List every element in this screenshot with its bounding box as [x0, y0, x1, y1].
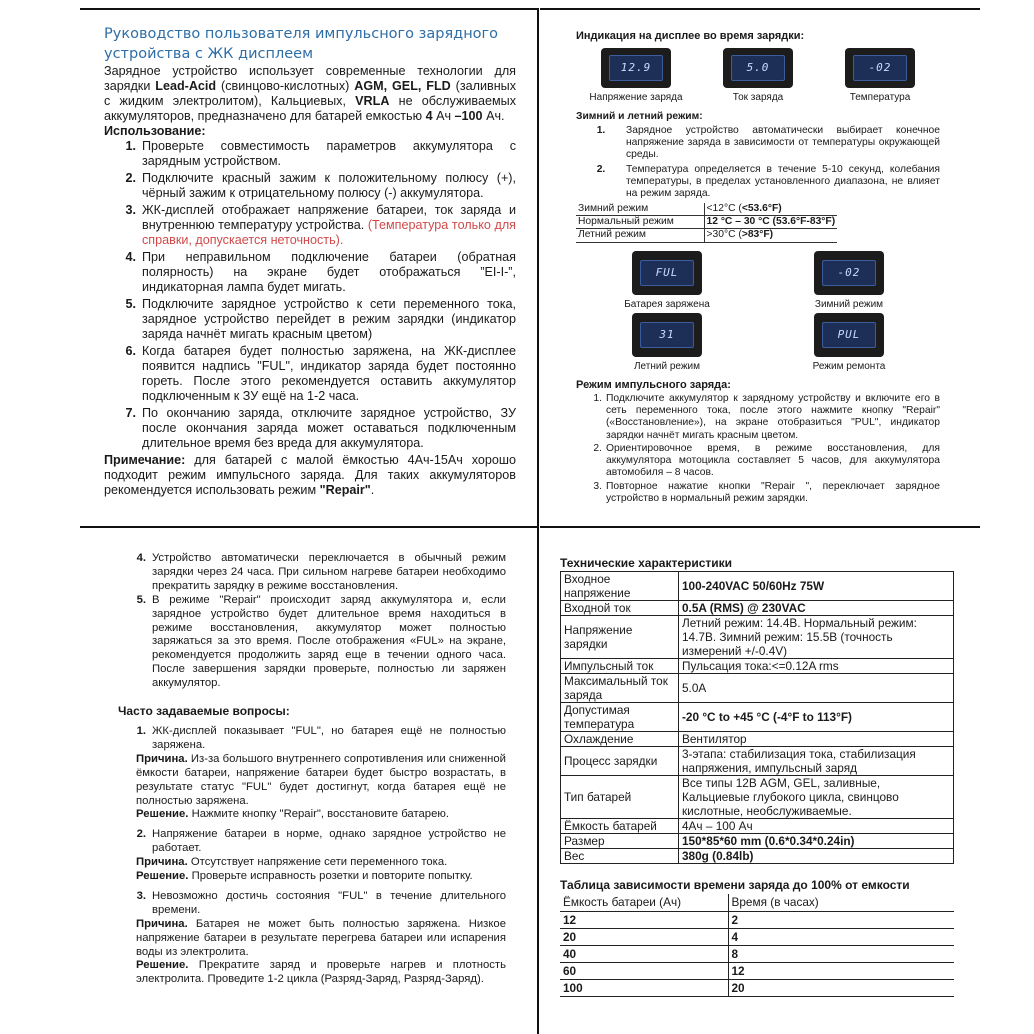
- mode-table: [576, 203, 837, 243]
- spec-value: 380g (0.84lb): [679, 849, 954, 864]
- center-vertical-divider: [537, 8, 539, 1034]
- spec-value: Вентилятор: [679, 732, 954, 747]
- lcd-readout: 31: [640, 322, 694, 348]
- item-text: В режиме "Repair" происходит заряд аккумулятора и, если зарядное устройство будет длительное время находиться в режиме восстановления, аккумулятор может полностью заряжаться за это время. После отображения «FUL» на экране, рекомендуется продолжить заряд еще в течении одного часа. После завершения зарядки проверьте, полностью ли заряжен аккумулятор.: [152, 593, 506, 690]
- mode-row: [576, 216, 837, 229]
- display-states: [576, 251, 940, 374]
- mode-heading: Зимний и летний режим:: [576, 110, 703, 122]
- time-row: [560, 962, 954, 979]
- spec-row: [561, 616, 954, 659]
- display-sample: [708, 48, 808, 104]
- continued-list: [112, 552, 506, 691]
- usage-heading: Использование:: [104, 124, 206, 138]
- spec-row: [561, 834, 954, 849]
- spec-row: [561, 601, 954, 616]
- spec-key: Входное напряжение: [561, 572, 679, 601]
- time-row: [560, 911, 954, 928]
- mode-range-bold: <53.6°F): [741, 202, 782, 214]
- intro-paragraph: Зарядное устройство использует современные технологии для зарядки Lead-Acid (свинцово-кислотных) AGM, GEL, FLD (заливных с жидким электролитом), Кальциевых, VRLA не обслуживаемых аккумуляторов, предназначено для батарей емкостью 4 Ач –100 Ач.: [104, 64, 516, 123]
- capacity-header: Ёмкость батареи (Ач): [560, 894, 728, 911]
- item-text: Подключите аккумулятор к зарядному устройству и включите его в сеть переменного тока, после этого нажмите кнопку "Repair" («Восстановление»), на экране отобразиться "PUL", индикатор зарядки начнёт мигать красным цветом.: [606, 392, 940, 441]
- display-caption: Температура: [849, 92, 911, 104]
- faq-question: [112, 828, 506, 856]
- spec-row: [561, 674, 954, 703]
- usage-item: [104, 171, 516, 201]
- display-caption: Летний режим: [633, 361, 700, 373]
- hours-cell: 8: [728, 945, 954, 962]
- spec-value: Летний режим: 14.4В. Нормальный режим: 14.7В. Зимний режим: 15.5В (точность измерений +/-0.4V): [679, 616, 954, 659]
- spec-value: 4Ач – 100 Ач: [679, 819, 954, 834]
- item-number: 4.: [136, 552, 146, 564]
- lcd-readout: FUL: [640, 260, 694, 286]
- lcd-screen-frame: [632, 251, 702, 295]
- mode-range: [704, 216, 837, 229]
- item-number: 7.: [125, 406, 136, 420]
- list-item: [112, 552, 506, 594]
- mode-range-bold: 12 °C – 30 °C (53.6°F-83°F): [706, 216, 836, 228]
- item-number: 3.: [593, 480, 602, 492]
- display-caption: Режим ремонта: [812, 361, 886, 373]
- solution-label: Решение.: [136, 959, 189, 972]
- top-divider-left: [80, 8, 538, 10]
- top-divider-right: [540, 8, 980, 10]
- mode-item: [576, 164, 940, 201]
- faq-solution: Решение. Проверьте исправность розетки и повторите попытку.: [136, 870, 473, 883]
- item-number: 1.: [593, 392, 602, 404]
- item-number: 6.: [125, 344, 136, 358]
- hours-header: Время (в часах): [728, 894, 954, 911]
- faq-cause: Причина. Отсутствует напряжение сети переменного тока.: [136, 856, 448, 869]
- hours-cell: 2: [728, 911, 954, 928]
- spec-value: 100-240VAC 50/60Hz 75W: [679, 572, 954, 601]
- solution-label: Решение.: [136, 870, 189, 883]
- usage-item: [104, 297, 516, 342]
- display-sample: [576, 313, 758, 373]
- time-heading: Таблица зависимости времени заряда до 100% от емкости: [560, 878, 910, 892]
- lcd-readout: PUL: [822, 322, 876, 348]
- display-caption: Зимний режим: [814, 298, 884, 310]
- spec-key: Охлаждение: [561, 732, 679, 747]
- hours-cell: 20: [728, 979, 954, 996]
- spec-value: 0.5A (RMS) @ 230VAC: [679, 601, 954, 616]
- mode-range: >30°C (>83°F): [704, 229, 837, 242]
- lcd-screen-frame: [845, 48, 915, 88]
- capacity-cell: 12: [560, 911, 728, 928]
- item-text: При неправильном подключение батареи (обратная полярность) на экране будет отображаться ”EI-I-”, индикаторная лампа будет мигать.: [142, 250, 516, 294]
- spec-table: [560, 571, 954, 864]
- usage-item: [104, 344, 516, 404]
- lcd-screen-frame: [814, 251, 884, 295]
- item-text: По окончанию заряда, отключите зарядное устройство, ЗУ после окончания заряда может оставаться подключенным длительное время без вреда для аккумулятора.: [142, 406, 516, 450]
- middle-divider-left: [80, 526, 538, 528]
- display-caption: Батарея заряжена: [624, 298, 710, 310]
- lcd-screen-frame: [814, 313, 884, 357]
- item-text: Подключите красный зажим к положительному полюсу (+), чёрный зажим к отрицательному полюсу (-) аккумулятора.: [142, 171, 516, 200]
- item-text: Зарядное устройство автоматически выбирает конечное напряжение заряда в зависимости от температуры окружающей среды.: [626, 124, 940, 161]
- spec-key: Размер: [561, 834, 679, 849]
- capacity-cell: 20: [560, 928, 728, 945]
- item-number: 2.: [593, 442, 602, 454]
- spec-value: Все типы 12В AGM, GEL, заливные, Кальциевые глубокого цикла, свинцово кислотные, необслуживаемые.: [679, 776, 954, 819]
- lcd-readout: 5.0: [731, 55, 785, 81]
- item-text: Ориентировочное время, в режиме восстановления, для аккумулятора мотоцикла составляет 5 часов, для аккумулятора автомобиля – 8 часов.: [606, 442, 940, 479]
- usage-item: [104, 139, 516, 169]
- mode-range-bold: >83°F): [741, 229, 774, 241]
- time-row: [560, 945, 954, 962]
- capacity-cell: 60: [560, 962, 728, 979]
- item-number: 2.: [596, 163, 606, 175]
- spec-key: Напряжение зарядки: [561, 616, 679, 659]
- item-number: 3.: [125, 203, 136, 217]
- item-text: Когда батарея будет полностью заряжена, на ЖК-дисплее появится надпись "FUL", индикатор заряда будет постоянно гореть. После этого рекомендуется оставить аккумулятор подключенным к ЗУ ещё на 1-2 часа.: [142, 344, 516, 403]
- page-title: Руководство пользователя импульсного зарядного устройства с ЖК дисплеем: [104, 26, 499, 62]
- list-item: [112, 594, 506, 691]
- spec-row: [561, 849, 954, 864]
- faq-question: [112, 725, 506, 753]
- display-sample: [758, 313, 940, 373]
- item-number: 5.: [125, 297, 136, 311]
- cause-label: Причина.: [136, 752, 188, 765]
- display-sample: [586, 48, 686, 104]
- display-sample: [830, 48, 930, 104]
- faq-cause: Причина. Из-за большого внутреннего сопротивления или сниженной ёмкости батареи, напряжение батареи будет быстро возрастать, в результате статус "FUL" будет достигнут, когда батарея ещё не полностью заряжена.: [136, 752, 506, 807]
- manual-page-4: [560, 556, 954, 1016]
- mode-list: [576, 125, 940, 201]
- time-row: [560, 928, 954, 945]
- mode-row: [576, 203, 837, 216]
- manual-page-1: [104, 24, 516, 514]
- impulse-list: [576, 393, 940, 506]
- solution-label: Решение.: [136, 808, 189, 821]
- usage-list: [104, 139, 516, 451]
- spec-key: Ёмкость батарей: [561, 819, 679, 834]
- spec-key: Допустимая температура: [561, 703, 679, 732]
- item-number: 1.: [125, 139, 136, 153]
- usage-item: [104, 203, 516, 248]
- item-text: Устройство автоматически переключается в обычный режим зарядки через 24 часа. При сильном нагреве батареи необходимо прекратить зарядку в режиме восстановления.: [152, 552, 506, 592]
- display-sample: [758, 251, 940, 311]
- cause-label: Причина.: [136, 917, 188, 930]
- middle-divider-right: [540, 526, 980, 528]
- spec-key: Входной ток: [561, 601, 679, 616]
- spec-key: Максимальный ток заряда: [561, 674, 679, 703]
- item-number: 1.: [136, 724, 146, 737]
- time-row: [560, 979, 954, 996]
- question-text: Невозможно достичь состояния "FUL" в течение длительного времени.: [152, 889, 506, 916]
- mode-name: Нормальный режим: [576, 216, 704, 229]
- display-heading: Индикация на дисплее во время зарядки:: [576, 30, 805, 42]
- lcd-readout: -02: [822, 260, 876, 286]
- display-readings: [576, 42, 940, 104]
- note-red: (Температура только для справки, допускается неточность).: [142, 218, 516, 247]
- note-paragraph: Примечание: для батарей с малой ёмкостью 4Ач-15Ач хорошо подходит режим импульсного заряда. Для таких аккумуляторов рекомендуется использовать режим "Repair".: [104, 453, 516, 497]
- impulse-item: [576, 481, 940, 506]
- spec-value: Пульсация тока:<=0.12A rms: [679, 659, 954, 674]
- spec-row: [561, 572, 954, 601]
- lcd-screen-frame: [601, 48, 671, 88]
- spec-key: Импульсный ток: [561, 659, 679, 674]
- hours-cell: 12: [728, 962, 954, 979]
- time-header-row: [560, 894, 954, 911]
- item-number: 4.: [125, 250, 136, 264]
- item-number: 5.: [136, 593, 146, 606]
- display-sample: [576, 251, 758, 311]
- item-text: Проверьте совместимость параметров аккумулятора с зарядным устройством.: [142, 139, 516, 168]
- mode-name: Летний режим: [576, 229, 704, 242]
- lcd-readout: 12.9: [609, 55, 663, 81]
- item-number: 2.: [125, 171, 136, 185]
- display-caption: Напряжение заряда: [589, 92, 683, 104]
- spec-row: [561, 819, 954, 834]
- faq-question: [112, 890, 506, 918]
- usage-item: [104, 406, 516, 451]
- item-text: Температура определяется в течение 5-10 секунд, колебания температуры, в пределах установленного диапазона, не влияет на режим заряда.: [626, 163, 940, 200]
- cause-label: Причина.: [136, 856, 188, 869]
- hours-cell: 4: [728, 928, 954, 945]
- spec-value: 5.0A: [679, 674, 954, 703]
- question-text: Напряжение батареи в норме, однако зарядное устройство не работает.: [152, 828, 506, 855]
- spec-heading: Технические характеристики: [560, 556, 733, 570]
- spec-value: -20 °C to +45 °C (-4°F to 113°F): [679, 703, 954, 732]
- item-text: Подключите зарядное устройство к сети переменного тока, зарядное устройство перейдет в режим зарядки (индикатор заряда начнёт мигать красным цветом): [142, 297, 516, 341]
- faq-list: [112, 725, 506, 987]
- manual-page-2: [576, 30, 940, 510]
- spec-row: [561, 747, 954, 776]
- display-caption: Ток заряда: [732, 92, 784, 104]
- manual-page-3: [112, 552, 506, 1012]
- lcd-screen-frame: [632, 313, 702, 357]
- question-text: ЖК-дисплей показывает "FUL", но батарея ещё не полностью заряжена.: [152, 724, 506, 751]
- faq-cause: Причина. Батарея не может быть полностью заряжена. Низкое напряжение батареи в результате перегрева батареи или испарения воды из электролита.: [136, 917, 506, 958]
- item-text: Повторное нажатие кнопки "Repair ", переключает зарядное устройство в нормальный режим зарядки.: [606, 480, 940, 505]
- spec-row: [561, 703, 954, 732]
- faq-heading: Часто задаваемые вопросы:: [118, 704, 290, 719]
- spec-key: Вес: [561, 849, 679, 864]
- mode-item: [576, 125, 940, 162]
- usage-item: [104, 250, 516, 295]
- lcd-screen-frame: [723, 48, 793, 88]
- mode-name: Зимний режим: [576, 203, 704, 216]
- item-number: 2.: [136, 828, 146, 841]
- mode-row: [576, 229, 837, 242]
- capacity-cell: 100: [560, 979, 728, 996]
- spec-key: Процесс зарядки: [561, 747, 679, 776]
- spec-row: [561, 776, 954, 819]
- lcd-readout: -02: [853, 55, 907, 81]
- spec-row: [561, 732, 954, 747]
- spec-row: [561, 659, 954, 674]
- spec-key: Тип батарей: [561, 776, 679, 819]
- impulse-item: [576, 393, 940, 442]
- faq-solution: Решение. Нажмите кнопку "Repair", восстановите батарею.: [136, 808, 449, 821]
- spec-value: 3-этапа: стабилизация тока, стабилизация напряжения, импульсный заряд: [679, 747, 954, 776]
- capacity-cell: 40: [560, 945, 728, 962]
- item-number: 3.: [136, 889, 146, 902]
- item-number: 1.: [596, 124, 606, 136]
- impulse-item: [576, 443, 940, 480]
- faq-solution: Решение. Прекратите заряд и проверьте нагрев и плотность электролита. Проведите 1-2 цикла (Разряд-Заряд, Разряд-Заряд).: [136, 959, 506, 986]
- item-text: ЖК-дисплей отображает напряжение батареи, ток заряда и внутреннюю температуру устройства. (Температура только для справки, допускается неточность).: [142, 203, 516, 247]
- charge-time-table: [560, 894, 954, 997]
- spec-value: 150*85*60 mm (0.6*0.34*0.24in): [679, 834, 954, 849]
- mode-range: <12°C (<53.6°F): [704, 203, 837, 216]
- impulse-heading: Режим импульсного заряда:: [576, 379, 731, 392]
